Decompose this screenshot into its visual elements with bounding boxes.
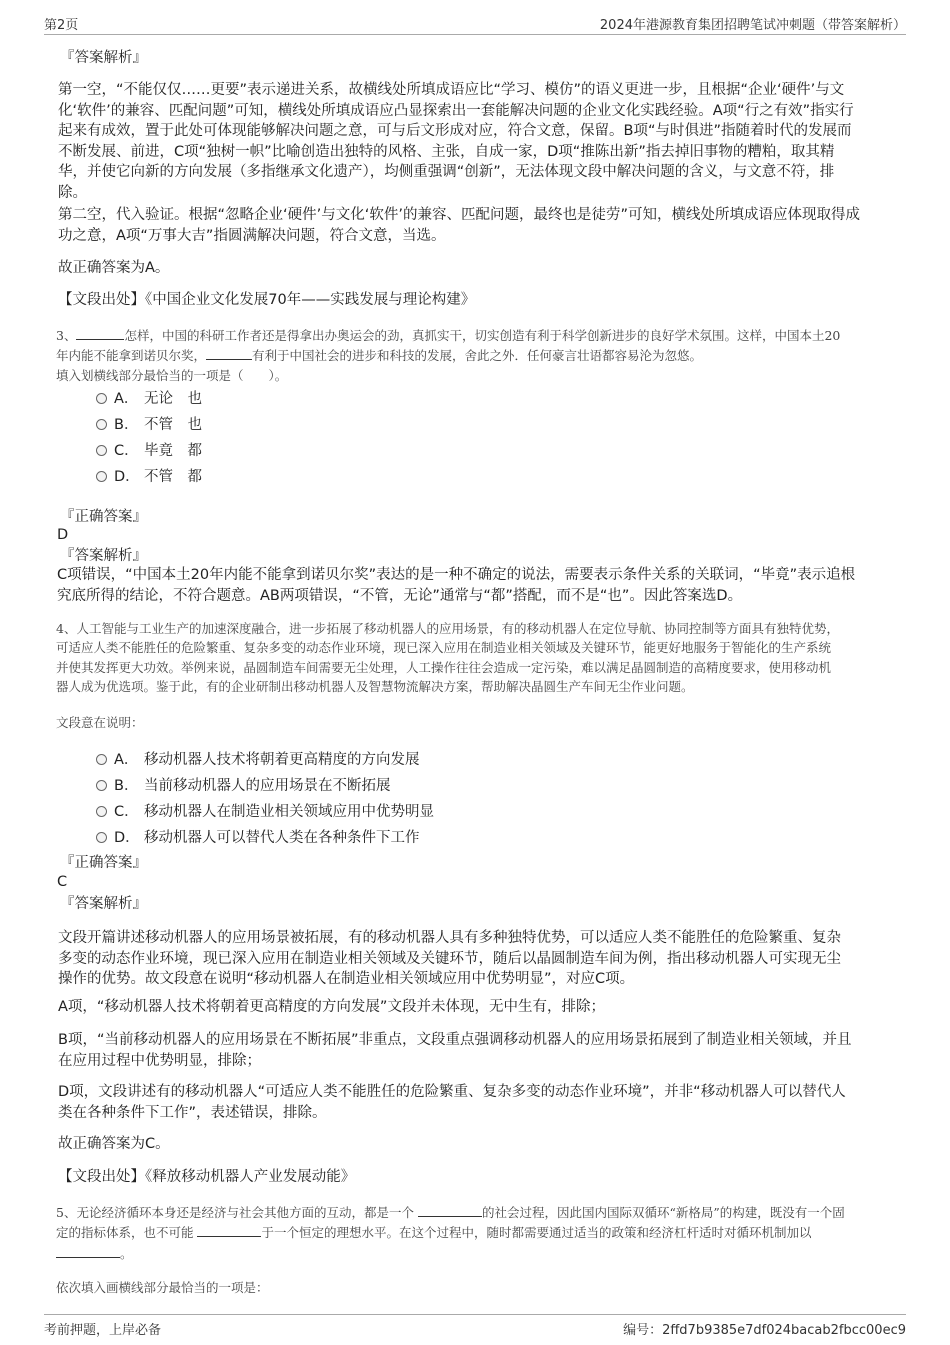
radio-icon[interactable] [96,445,107,456]
text-line: D项，文段讲述有的移动机器人“可适应人类不能胜任的危险繁重、复杂多变的动态作业环境”，并非“移动机器人可以替代人 [58,1084,846,1100]
option-letter: D． [114,469,140,485]
q2-conclusion: 故正确答案为A。 [58,260,170,276]
option-letter: C． [114,443,139,459]
q4-conclusion: 故正确答案为C。 [58,1136,170,1152]
option-text: 移动机器人技术将朝着更高精度的方向发展 [144,752,420,768]
radio-icon[interactable] [96,780,107,791]
text-line: 文段开篇讲述移动机器人的应用场景被拓展，有的移动机器人具有多种独特优势，可以适应人类不能胜任的危险繁重、复杂 [58,930,841,946]
text-run: 于一个恒定的理想水平。在这个过程中，随时都需要通过适当的政策和经济杠杆适时对循环机制加以 [261,1225,812,1241]
text-line: 起来有成效，置于此处可体现能够解决问题之意，可与后文形成对应，符合文意，保留。B项“与时俱进”指随着时代的发展而 [58,123,852,139]
text-line: 在应用过程中优势明显，排除； [58,1052,261,1069]
text-line: 第二空，代入验证。根据“忽略企业‘硬件’与文化‘软件’的兼容、匹配问题，最终也是徒劳”可知，横线处所填成语应体现取得成 [58,207,860,223]
option-text: 移动机器人在制造业相关领域应用中优势明显 [144,804,434,820]
text-run: 。 [120,1245,133,1261]
radio-icon[interactable] [96,393,107,404]
text-line: 并使其发挥更大功效。举例来说，晶圆制造车间需要无尘处理，人工操作往往会造成一定污染，难以满足晶圆制造的高精度要求，使用移动机 [56,659,832,675]
text-line: 功之意，A项“万事大吉”指圆满解决问题，符合文意，当选。 [58,227,446,244]
text-line: 4、人工智能与工业生产的加速深度融合，进一步拓展了移动机器人的应用场景，有的移动机器人在定位导航、协同控制等方面具有独特优势， [56,621,839,636]
text-line [56,1243,894,1263]
q4-prompt: 文段意在说明： [56,715,144,730]
document-title: 2024年港源教育集团招聘笔试冲刺题（带答案解析） [599,18,906,33]
option-text: 移动机器人可以替代人类在各种条件下工作 [144,830,420,846]
q4-analysis-a3 [58,1030,888,1071]
q4-correct-label: 『正确答案』 [60,855,147,871]
page-footer [44,1314,906,1339]
text-line: 操作的优势。故文段意在说明“移动机器人在制造业相关领域应用中优势明显”，对应C项。 [58,971,635,987]
option-text: 无论 也 [144,391,202,407]
option-letter: A． [114,391,139,407]
option-text: 毕竟 都 [144,443,202,459]
radio-icon[interactable] [96,471,107,482]
text-line: 器人成为优选项。鉴于此，有的企业研制出移动机器人及智慧物流解决方案，帮助解决晶圆生产车间无尘作业问题。 [56,678,694,694]
option-letter: A． [114,752,139,768]
blank [197,1222,261,1237]
radio-icon[interactable] [96,419,107,430]
option-text: 不管 都 [144,469,202,485]
text-run: 有利于中国社会的进步和科技的发展，舍此之外．任何豪言壮语都容易沦为忽悠。 [252,348,703,364]
q5-prompt: 依次填入画横线部分最恰当的一项是： [56,1280,269,1295]
q4-stem [56,619,894,696]
q2-analysis-p2 [58,205,888,246]
text-run: 怎样，中国的科研工作者还是得拿出办奥运会的劲，真抓实干，切实创造有利于科学创新进步的良好学术氛围。这样，中国本土20 [124,328,841,343]
text-line: 多变的动态作业环境，现已深入应用在制造业相关领域及关键环节，随后以晶圆制造车间为例，指出移动机器人可实现无尘 [58,950,841,967]
q5-stem [56,1202,894,1263]
text-line [56,1222,894,1242]
text-run: 年内能不能拿到诺贝尔奖， [56,348,207,364]
q3-stem [56,325,894,385]
q3-correct-answer: D [57,527,69,543]
q4-analysis-label: 『答案解析』 [60,896,147,912]
q3-correct-label: 『正确答案』 [60,509,147,525]
question-number: 3、 [56,328,77,343]
q3-analysis [57,565,887,606]
q2-analysis-p1 [58,80,888,203]
footer-code: 编号：2ffd7b9385e7df024bacab2fbcc00ec9 [623,1323,906,1338]
text-line: 除。 [58,184,87,201]
text-line: 第一空，“不能仅仅……更要”表示递进关系，故横线处所填成语应比“学习、模仿”的语义更进一步，且根据“企业‘硬件’与文 [58,82,845,98]
text-run: 定的指标体系，也不可能 [56,1225,198,1241]
q3-analysis-label: 『答案解析』 [60,548,147,564]
radio-icon[interactable] [96,806,107,817]
footer-slogan: 考前押题，上岸必备 [44,1323,162,1338]
radio-icon[interactable] [96,832,107,843]
text-line: B项，“当前移动机器人的应用场景在不断拓展”非重点，文段重点强调移动机器人的应用场景拓展到了制造业相关领域，并且 [58,1032,852,1048]
text-run: 的社会过程，因此国内国际双循环“新格局”的构建，既没有一个固 [481,1205,845,1220]
q4-source: 【文段出处】《释放移动机器人产业发展动能》 [58,1169,356,1185]
text-line [56,345,894,365]
option-letter: B． [114,778,139,794]
option-letter: B． [114,417,139,433]
q4-analysis-a4 [58,1082,888,1123]
q4-analysis-a2: A项，“移动机器人技术将朝着更高精度的方向发展”文段并未体现，无中生有，排除； [58,999,605,1015]
text-line: 化‘软件’的兼容、匹配问题”可知，横线处所填成语应凸显探索出一套能解决问题的企业文化实践经验。A项“行之有效”指实行 [58,102,854,119]
text-line: 华，并使它向新的方向发展（多指继承文化遗产），均侧重强调“创新”，无法体现文段中解决问题的含义，与文意不符，排 [58,164,835,180]
text-line [56,1202,894,1222]
text-line: 可适应人类不能胜任的危险繁重、复杂多变的动态作业环境，现已深入应用在制造业相关领域及关键环节，能更好地服务于智能化的生产系统 [56,640,832,656]
text-run: 5、无论经济循环本身还是经济与社会其他方面的互动，都是一个 [56,1205,418,1220]
page-header [44,10,906,35]
option-text: 不管 也 [144,417,202,433]
blank [56,1243,120,1258]
text-line: 究底所得的结论，不符合题意。AB两项错误，“不管，无论”通常与“都”搭配，而不是“也”。因此答案选D。 [57,587,743,604]
q2-source: 【文段出处】《中国企业文化发展70年——实践发展与理论构建》 [58,292,476,308]
text-line: 不断发展、前进，C项“独树一帜”比喻创造出独特的风格、主张，自成一家，D项“推陈出新”指去掉旧事物的糟粕，取其精 [58,143,835,160]
radio-icon[interactable] [96,754,107,765]
text-line: C项错误，“中国本土20年内能不能拿到诺贝尔奖”表达的是一种不确定的说法，需要表示条件关系的关联词，“毕竟”表示追根 [57,567,856,583]
page-number: 第2页 [44,18,79,33]
q4-correct-answer: C [57,874,68,890]
q2-analysis-label: 『答案解析』 [60,50,147,66]
text-line: 类在各种条件下工作”，表述错误，排除。 [58,1104,327,1121]
blank [76,325,124,340]
blank [206,345,252,360]
question-prompt: 填入划横线部分最恰当的一项是（ ）。 [56,367,288,383]
blank [418,1202,482,1217]
option-text: 当前移动机器人的应用场景在不断拓展 [144,778,391,794]
text-line [56,325,894,345]
q4-analysis-a1 [58,928,888,990]
option-letter: D． [114,830,140,846]
option-letter: C． [114,804,139,820]
